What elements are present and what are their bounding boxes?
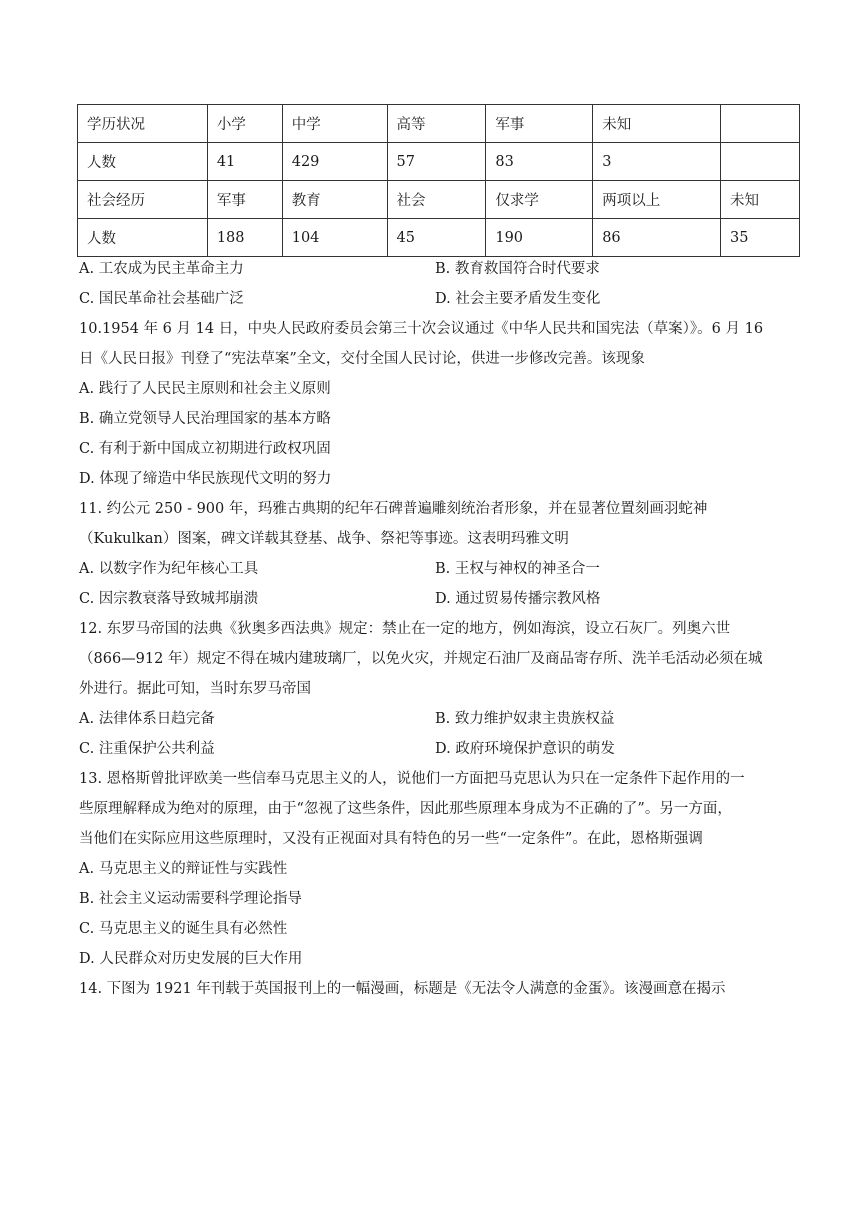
- q12-stem-line1: 12. 东罗马帝国的法典《狄奥多西法典》规定：禁止在一定的地方，例如海滨，设立石灰厂。列奥六世: [79, 621, 731, 637]
- q13-stem-line1: 13. 恩格斯曾批评欧美一些信奉马克思主义的人，说他们一方面把马克思认为只在一定条件下起作用的一: [79, 771, 745, 787]
- table-cell: 学历状况: [78, 105, 208, 143]
- table-cell: 社会经历: [78, 181, 208, 219]
- table-row: [78, 143, 800, 181]
- table-row: [78, 105, 800, 143]
- table-cell: 中学: [282, 105, 387, 143]
- table-cell: 高等: [387, 105, 486, 143]
- q12-option-d: D. 政府环境保护意识的萌发: [435, 741, 615, 757]
- table-cell: [721, 105, 800, 143]
- table-cell: 429: [282, 143, 387, 181]
- q11-stem-line1: 11. 约公元 250 - 900 年，玛雅古典期的纪年石碑普遍雕刻统治者形象，并在显著位置刻画羽蛇神: [79, 501, 708, 517]
- table-cell: 人数: [78, 219, 208, 257]
- table-cell: [721, 143, 800, 181]
- table-cell: 人数: [78, 143, 208, 181]
- q13-stem-line2: 些原理解释成为绝对的原理，由于“忽视了这些条件，因此那些原理本身成为不正确的了”。另一方面，: [79, 801, 732, 817]
- q10-option-d: D. 体现了缔造中华民族现代文明的努力: [79, 471, 332, 487]
- table-cell: 未知: [593, 105, 721, 143]
- table-cell: 仅求学: [486, 181, 593, 219]
- table-cell: 41: [207, 143, 282, 181]
- q11-option-c: C. 因宗教衰落导致城邦崩溃: [79, 591, 259, 607]
- statistics-table-body: [78, 105, 800, 257]
- statistics-table: [77, 104, 800, 257]
- q13-stem-line3: 当他们在实际应用这些原理时，又没有正视面对具有特色的另一些“一定条件”。在此，恩格斯强调: [79, 831, 703, 847]
- table-row: [78, 181, 800, 219]
- q12-stem-line3: 外进行。据此可知，当时东罗马帝国: [79, 681, 311, 697]
- q11-stem-line2: （Kukulkan）图案，碑文详载其登基、战争、祭祀等事迹。这表明玛雅文明: [79, 531, 569, 547]
- table-cell: 35: [721, 219, 800, 257]
- table-cell: 188: [207, 219, 282, 257]
- q9-option-d: D. 社会主要矛盾发生变化: [435, 291, 601, 307]
- table-cell: 104: [282, 219, 387, 257]
- table-cell: 57: [387, 143, 486, 181]
- q13-option-c: C. 马克思主义的诞生具有必然性: [79, 921, 288, 937]
- q11-option-b: B. 王权与神权的神圣合一: [435, 561, 600, 577]
- q13-option-d: D. 人民群众对历史发展的巨大作用: [79, 951, 303, 967]
- q11-option-d: D. 通过贸易传播宗教风格: [435, 591, 601, 607]
- table-cell: 190: [486, 219, 593, 257]
- table-cell: 45: [387, 219, 486, 257]
- table-cell: 军事: [486, 105, 593, 143]
- q12-stem-line2: （866—912 年）规定不得在城内建玻璃厂，以免火灾，并规定石油厂及商品寄存所、洗羊毛活动必须在城: [79, 651, 763, 667]
- q10-option-c: C. 有利于新中国成立初期进行政权巩固: [79, 441, 331, 457]
- q12-option-a: A. 法律体系日趋完备: [79, 711, 215, 727]
- table-cell: 83: [486, 143, 593, 181]
- q10-stem-line2: 日《人民日报》刊登了“宪法草案”全文，交付全国人民讨论，供进一步修改完善。该现象: [79, 351, 645, 367]
- q9-option-c: C. 国民革命社会基础广泛: [79, 291, 244, 307]
- table-cell: 社会: [387, 181, 486, 219]
- table-cell: 教育: [282, 181, 387, 219]
- table-row: [78, 219, 800, 257]
- q13-option-b: B. 社会主义运动需要科学理论指导: [79, 891, 302, 907]
- q9-option-b: B. 教育救国符合时代要求: [435, 261, 600, 277]
- table-cell: 未知: [721, 181, 800, 219]
- q9-option-a: A. 工农成为民主革命主力: [79, 261, 244, 277]
- q10-option-b: B. 确立党领导人民治理国家的基本方略: [79, 411, 331, 427]
- q13-option-a: A. 马克思主义的辩证性与实践性: [79, 861, 288, 877]
- table-cell: 86: [593, 219, 721, 257]
- q11-option-a: A. 以数字作为纪年核心工具: [79, 561, 259, 577]
- table-cell: 军事: [207, 181, 282, 219]
- q10-stem-line1: 10.1954 年 6 月 14 日，中央人民政府委员会第三十次会议通过《中华人民共和国宪法（草案）》。6 月 16: [79, 321, 764, 337]
- q10-option-a: A. 践行了人民民主原则和社会主义原则: [79, 381, 331, 397]
- table-cell: 3: [593, 143, 721, 181]
- q12-option-b: B. 致力维护奴隶主贵族权益: [435, 711, 615, 727]
- q14-stem-line1: 14. 下图为 1921 年刊载于英国报刊上的一幅漫画，标题是《无法令人满意的金蛋》。该漫画意在揭示: [79, 981, 726, 997]
- q12-option-c: C. 注重保护公共利益: [79, 741, 215, 757]
- table-cell: 小学: [207, 105, 282, 143]
- table-cell: 两项以上: [593, 181, 721, 219]
